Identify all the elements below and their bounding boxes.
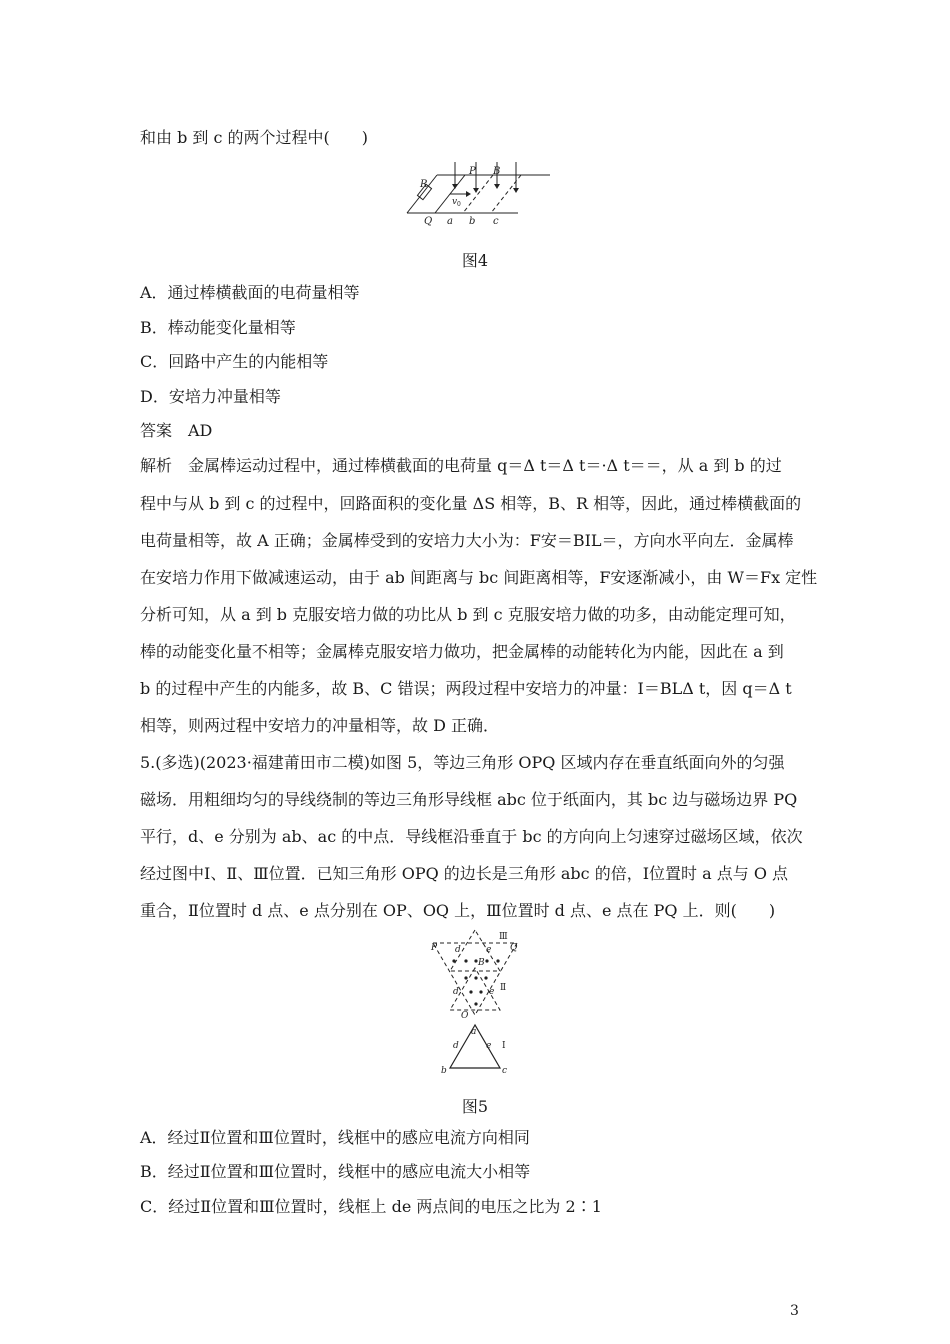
figure-5-triangle-diagram [420,928,530,1106]
fig5-label-d-bot: d [453,1041,459,1051]
q5-option-a: A．经过Ⅱ位置和Ⅲ位置时，线框中的感应电流方向相同 [140,1128,530,1147]
question-5-line: 平行，d、e 分别为 ab、ac 的中点．导线框沿垂直于 bc 的方向向上匀速穿过磁场区域，依次 [140,827,803,846]
q4-option-c: C．回路中产生的内能相等 [140,352,329,371]
fig5-label-position-i: Ⅰ [502,1041,506,1051]
figure-5-caption: 图5 [461,1097,489,1116]
fig5-label-position-iii: Ⅲ [499,932,508,942]
fig5-label-d-mid: d [453,987,459,997]
analysis-line: 程中与从 b 到 c 的过程中，回路面积的变化量 ΔS 相等，B、R 相等，因此，通过棒横截面的 [140,494,802,513]
fig4-label-a: a [447,216,453,227]
page-number: 3 [790,1303,799,1319]
fig5-label-a: a [471,1027,477,1037]
question-5-line: 磁场．用粗细均匀的导线绕制的等边三角形导线框 abc 位于纸面内，其 bc 边与磁场边界 PQ [140,790,798,809]
fig5-label-d-top: d [455,945,461,955]
figure-4-caption: 图4 [461,251,489,270]
q4-option-b: B．棒动能变化量相等 [140,318,296,337]
analysis-line: 电荷量相等，故 A 正确；金属棒受到的安培力大小为：F安＝BIL＝，方向水平向左．金属棒 [140,531,794,550]
fig5-label-p: P [431,943,438,953]
analysis-line: 相等，则两过程中安培力的冲量相等，故 D 正确． [140,716,500,735]
fig5-label-c: c [502,1066,508,1076]
q5-option-b: B．经过Ⅱ位置和Ⅲ位置时，线框中的感应电流大小相等 [140,1162,531,1181]
fig5-label-position-ii: Ⅱ [500,983,507,993]
fig4-label-b: B [493,166,501,177]
q4-option-d: D．安培力冲量相等 [140,387,281,406]
fig5-label-b: b [441,1066,447,1076]
q5-option-c: C．经过Ⅱ位置和Ⅲ位置时，线框上 de 两点间的电压之比为 2∶1 [140,1197,602,1216]
fig5-label-b-field: B [478,958,485,968]
question-5-line: 重合，Ⅱ位置时 d 点、e 点分别在 OP、OQ 上，Ⅲ位置时 d 点、e 点在 PQ 上．则( ) [140,901,776,920]
analysis-line: 分析可知，从 a 到 b 克服安培力做的功比从 b 到 c 克服安培力做的功多，由动能定理可知， [140,605,796,624]
fig5-label-e-top: e [486,945,492,955]
question-5-line: 经过图中Ⅰ、Ⅱ、Ⅲ位置．已知三角形 OPQ 的边长是三角形 abc 的倍，Ⅰ位置时 a 点与 O 点 [140,864,789,883]
fig5-label-q: Q [510,943,518,953]
analysis-line: 棒的动能变化量不相等；金属棒克服安培力做功，把金属棒的动能转化为内能，因此在 a 到 [140,642,784,661]
fig4-label-r: R [420,179,428,190]
question-5-line: 5.(多选)(2023·福建莆田市二模)如图 5，等边三角形 OPQ 区域内存在垂直纸面向外的匀强 [140,753,785,772]
analysis-line: 解析 金属棒运动过程中，通过棒横截面的电荷量 q＝Δ t＝Δ t＝·Δ t＝＝，从 a 到 b 的过 [140,456,782,475]
q4-option-a: A．通过棒横截面的电荷量相等 [140,283,360,302]
answer-line: 答案 AD [140,421,213,440]
analysis-line: 在安培力作用下做减速运动，由于 ab 间距离与 bc 间距离相等，F安逐渐减小，由 W＝Fx 定性 [140,568,818,587]
fig5-label-e-mid: e [489,987,495,997]
analysis-line: b 的过程中产生的内能多，故 B、C 错误；两段过程中安培力的冲量：I＝BLΔ t，因 q＝Δ t [140,679,792,698]
fig4-label-v0: v [452,197,458,207]
figure-4-rails-diagram [400,160,550,228]
fig4-label-c: c [493,216,499,227]
question-4-tail: 和由 b 到 c 的两个过程中( ) [140,128,369,147]
fig4-label-b-point: b [469,216,476,227]
fig4-label-v0-sub: 0 [457,201,461,208]
fig5-label-o: O [461,1011,469,1021]
fig4-label-q: Q [424,216,433,227]
fig4-label-p: P [469,166,476,177]
fig5-label-e-bot: e [486,1041,492,1051]
